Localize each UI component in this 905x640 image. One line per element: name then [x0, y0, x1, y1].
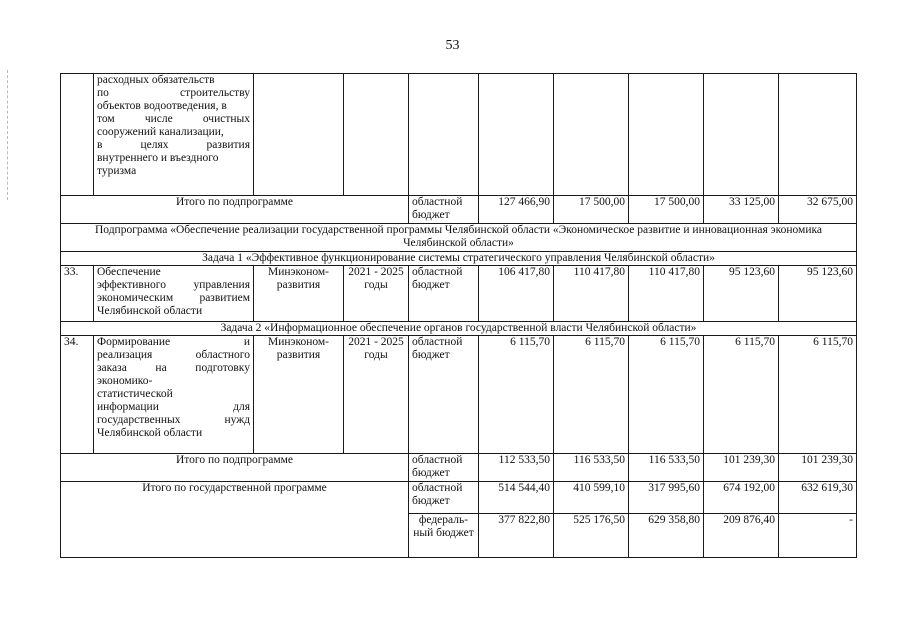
value-cell: 525 176,50 [554, 514, 629, 558]
name-line: Обеспечение [97, 266, 161, 278]
source-cell [409, 74, 479, 196]
name-line: заказа на подготовку [97, 362, 250, 374]
subtotal-label: Итого по подпрограмме [61, 196, 409, 224]
value-cell: 33 125,00 [704, 196, 779, 224]
task-header: Задача 1 «Эффективное функционирование системы стратегического управления Челябинской области» [61, 252, 857, 266]
value-cell: 6 115,70 [554, 336, 629, 454]
value-cell: 101 239,30 [779, 454, 857, 482]
total-label: Итого по государственной программе [61, 482, 409, 558]
value-cell: 17 500,00 [629, 196, 704, 224]
name-line: сооружений канализации, [97, 126, 224, 138]
measure-name-cell [94, 266, 254, 322]
source-cell: федераль-ный бюджет [409, 514, 479, 558]
value-cell: 127 466,90 [479, 196, 554, 224]
subprogram-header: Подпрограмма «Обеспечение реализации государственной программы Челябинской области «Экономическое развитие и инновационная экономика Челябинской области» [61, 224, 857, 252]
table-row [61, 266, 857, 322]
name-line: Челябинской области [97, 427, 203, 439]
name-line: объектов водоотведения, в [97, 100, 227, 112]
num-cell [61, 74, 94, 196]
program-table [60, 73, 857, 558]
value-cell [704, 74, 779, 196]
value-cell: 6 115,70 [704, 336, 779, 454]
value-cell: 106 417,80 [479, 266, 554, 322]
task-header-row [61, 322, 857, 336]
value-cell: 101 239,30 [704, 454, 779, 482]
value-cell [629, 74, 704, 196]
subtotal-label: Итого по подпрограмме [61, 454, 409, 482]
name-line: реализация областного [97, 349, 250, 361]
value-cell [554, 74, 629, 196]
measure-name-cell [94, 336, 254, 454]
margin-fold-mark [7, 70, 9, 200]
executor-cell: Минэконом-развития [254, 266, 344, 322]
name-line: статистической [97, 388, 173, 400]
name-line: внутреннего и въездного [97, 152, 219, 164]
value-cell: 95 123,60 [779, 266, 857, 322]
task-header: Задача 2 «Информационное обеспечение органов государственной власти Челябинской области» [61, 322, 857, 336]
table-row [61, 336, 857, 454]
value-cell: 6 115,70 [479, 336, 554, 454]
value-cell: 110 417,80 [554, 266, 629, 322]
measure-name-cell [94, 74, 254, 196]
value-cell: 632 619,30 [779, 482, 857, 514]
name-line: информации для [97, 401, 250, 413]
task-header-row [61, 252, 857, 266]
total-row [61, 482, 857, 514]
name-line: Челябинской области [97, 305, 203, 317]
source-cell: областной бюджет [409, 454, 479, 482]
value-cell [779, 74, 857, 196]
value-cell: 674 192,00 [704, 482, 779, 514]
name-line: экономическим развитием [97, 292, 250, 304]
value-cell: 317 995,60 [629, 482, 704, 514]
value-cell: 514 544,40 [479, 482, 554, 514]
name-line: расходных обязательств [97, 74, 215, 86]
page-number: 53 [445, 38, 460, 53]
value-cell: 32 675,00 [779, 196, 857, 224]
name-line: в целях развития [97, 139, 250, 151]
name-line: Формирование и [97, 336, 250, 348]
num-cell: 33. [61, 266, 94, 322]
value-cell: 629 358,80 [629, 514, 704, 558]
value-cell: 17 500,00 [554, 196, 629, 224]
name-line: том числе очистных [97, 113, 250, 125]
subtotal-row [61, 454, 857, 482]
name-line: по строительству [97, 87, 250, 99]
value-cell: 377 822,80 [479, 514, 554, 558]
value-cell: 6 115,70 [629, 336, 704, 454]
period-cell: 2021 - 2025 годы [344, 336, 409, 454]
source-cell: областной бюджет [409, 482, 479, 514]
value-cell [479, 74, 554, 196]
value-cell: - [779, 514, 857, 558]
name-line: эффективного управления [97, 279, 250, 291]
name-line: государственных нужд [97, 414, 250, 426]
num-cell: 34. [61, 336, 94, 454]
executor-cell: Минэконом-развития [254, 336, 344, 454]
source-cell: областной бюджет [409, 266, 479, 322]
value-cell: 410 599,10 [554, 482, 629, 514]
source-cell: областной бюджет [409, 196, 479, 224]
section-header-row [61, 224, 857, 252]
value-cell: 95 123,60 [704, 266, 779, 322]
value-cell: 116 533,50 [629, 454, 704, 482]
period-cell [344, 74, 409, 196]
value-cell: 116 533,50 [554, 454, 629, 482]
executor-cell [254, 74, 344, 196]
source-cell: областной бюджет [409, 336, 479, 454]
name-line: экономико- [97, 375, 153, 387]
value-cell: 110 417,80 [629, 266, 704, 322]
period-cell: 2021 - 2025 годы [344, 266, 409, 322]
table-row [61, 74, 857, 196]
subtotal-row [61, 196, 857, 224]
value-cell: 112 533,50 [479, 454, 554, 482]
name-line: туризма [97, 165, 137, 177]
value-cell: 209 876,40 [704, 514, 779, 558]
value-cell: 6 115,70 [779, 336, 857, 454]
